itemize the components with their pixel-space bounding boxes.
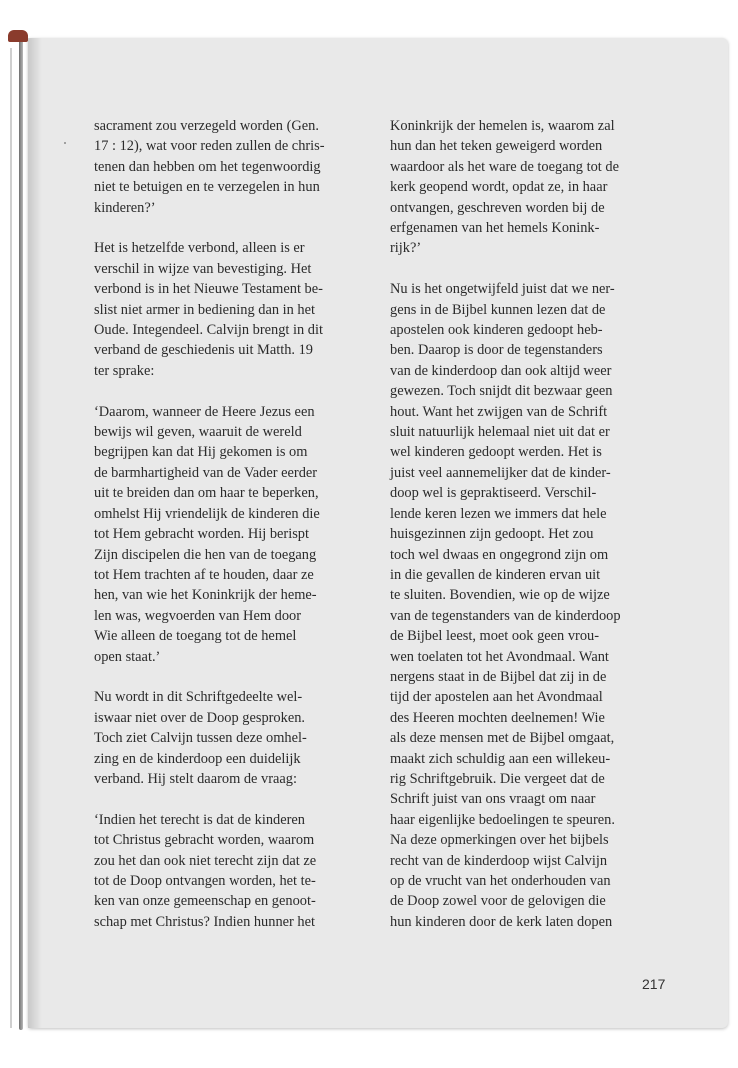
- text-line: van de kinderdoop dan ook altijd weer: [390, 362, 612, 379]
- text-line: tijd der apostelen aan het Avondmaal: [390, 689, 603, 706]
- text-line: hun dan het teken geweigerd worden: [390, 138, 603, 155]
- text-line: haar eigenlijke bedoelingen te speuren.: [390, 811, 615, 828]
- text-line: apostelen ook kinderen gedoopt heb-: [390, 322, 603, 339]
- text-line: ben. Daarop is door de tegenstanders: [390, 342, 603, 359]
- text-line: verband. Hij stelt daarom de vraag:: [94, 770, 297, 787]
- left-text-column: [94, 116, 360, 953]
- text-line: ‘Daarom, wanneer de Heere Jezus een: [94, 403, 315, 420]
- paragraph: [390, 279, 656, 932]
- text-line: toch wel dwaas en ongegrond zijn om: [390, 546, 609, 563]
- text-line: op de vrucht van het onderhouden van: [390, 873, 611, 890]
- right-text-column: [390, 116, 656, 953]
- text-line: in die gevallen de kinderen ervan uit: [390, 566, 601, 583]
- text-line: schap met Christus? Indien hunner het: [94, 913, 316, 930]
- text-line: hen, van wie het Koninkrijk der heme-: [94, 587, 317, 604]
- text-line: lende keren lezen we immers dat hele: [390, 505, 607, 522]
- text-line: wel kinderen gedoopt werden. Het is: [390, 444, 602, 461]
- text-line: verband de geschiedenis uit Matth. 19: [94, 342, 314, 359]
- page-number: 217: [642, 976, 666, 992]
- bookmark-ribbon: [8, 30, 28, 42]
- text-line: Zijn discipelen die hen van de toegang: [94, 546, 317, 563]
- text-line: de barmhartigheid van de Vader eerder: [94, 464, 318, 481]
- book-binding: [19, 30, 23, 1030]
- text-line: Wie alleen de toegang tot de hemel: [94, 628, 297, 645]
- text-line: te sluiten. Bovendien, wie op de wijze: [390, 587, 610, 604]
- text-line: gens in de Bijbel kunnen lezen dat de: [390, 301, 606, 318]
- text-line: niet te betuigen en te verzegelen in hun: [94, 179, 320, 196]
- quote-paragraph: [94, 402, 360, 667]
- text-line: van de tegenstanders van de kinderdoop: [390, 607, 621, 624]
- text-line: kerk geopend wordt, opdat ze, in haar: [390, 179, 608, 196]
- text-line: ‘Indien het terecht is dat de kinderen: [94, 811, 305, 828]
- text-line: tot de Doop ontvangen worden, het te-: [94, 872, 316, 889]
- text-line: hout. Want het zwijgen van de Schrift: [390, 403, 608, 420]
- text-line: waardoor als het ware de toegang tot de: [390, 158, 619, 175]
- text-line: rig Schriftgebruik. Die vergeet dat de: [390, 770, 605, 787]
- binding-edge: [10, 48, 12, 1028]
- text-line: de Doop zowel voor de gelovigen die: [390, 893, 606, 910]
- text-line: zou het dan ook niet terecht zijn dat ze: [94, 852, 317, 869]
- margin-speck: [64, 142, 66, 144]
- text-line: juist veel aannemelijker dat de kinder-: [390, 464, 611, 481]
- text-line: hun kinderen door de kerk laten dopen: [390, 913, 613, 930]
- text-line: open staat.’: [94, 648, 161, 665]
- quote-paragraph: [390, 116, 656, 259]
- text-line: huisgezinnen zijn gedoopt. Het zou: [390, 526, 594, 543]
- paragraph: [94, 116, 360, 218]
- paragraph: [94, 687, 360, 789]
- text-line: zing en de kinderdoop een duidelijk: [94, 750, 301, 767]
- text-line: Toch ziet Calvijn tussen deze omhel-: [94, 730, 307, 747]
- text-line: slist niet armer in bediening dan in het: [94, 301, 316, 318]
- text-line: wen toelaten tot het Avondmaal. Want: [390, 648, 609, 665]
- text-line: omhelst Hij vriendelijk de kinderen die: [94, 505, 320, 522]
- quote-paragraph: [94, 810, 360, 932]
- text-line: Koninkrijk der hemelen is, waarom zal: [390, 118, 615, 134]
- text-line: iswaar niet over de Doop gesproken.: [94, 709, 305, 726]
- text-line: ter sprake:: [94, 362, 155, 379]
- text-line: kinderen?’: [94, 199, 156, 216]
- text-line: doop wel is gepraktiseerd. Verschil-: [390, 485, 597, 502]
- text-line: Nu wordt in dit Schriftgedeelte wel-: [94, 689, 303, 706]
- text-line: verbond is in het Nieuwe Testament be-: [94, 281, 323, 298]
- text-line: tot Hem trachten af te houden, daar ze: [94, 566, 314, 583]
- text-line: ken van onze gemeenschap en genoot-: [94, 893, 316, 910]
- text-line: recht van de kinderdoop wijst Calvijn: [390, 852, 608, 869]
- text-line: des Heeren mochten deelnemen! Wie: [390, 709, 605, 726]
- text-line: Nu is het ongetwijfeld juist dat we ner-: [390, 281, 615, 298]
- text-line: Het is hetzelfde verbond, alleen is er: [94, 240, 305, 257]
- text-line: rijk?’: [390, 240, 422, 257]
- text-line: begrijpen kan dat Hij gekomen is om: [94, 444, 308, 461]
- spine-shadow: [28, 38, 42, 1028]
- text-line: verschil in wijze van bevestiging. Het: [94, 260, 312, 277]
- text-line: ontvangen, geschreven worden bij de: [390, 199, 605, 216]
- text-line: uit te breiden dan om haar te beperken,: [94, 485, 319, 502]
- text-line: als deze mensen met de Bijbel omgaat,: [390, 730, 615, 747]
- text-line: gewezen. Toch snijdt dit bezwaar geen: [390, 383, 613, 400]
- text-line: tot Christus gebracht worden, waarom: [94, 832, 315, 849]
- text-line: de Bijbel leest, moet ook geen vrou-: [390, 628, 600, 645]
- text-line: nergens staat in de Bijbel dat zij in de: [390, 668, 607, 685]
- text-line: Na deze opmerkingen over het bijbels: [390, 832, 609, 849]
- text-line: maakt zich schuldig aan een willekeu-: [390, 750, 611, 767]
- text-line: erfgenamen van het hemels Konink-: [390, 220, 600, 237]
- text-line: tot Hem gebracht worden. Hij berispt: [94, 526, 310, 543]
- paragraph: [94, 238, 360, 381]
- text-line: Oude. Integendeel. Calvijn brengt in dit: [94, 322, 323, 339]
- text-line: sluit natuurlijk helemaal niet uit dat er: [390, 424, 610, 441]
- text-line: tenen dan hebben om het tegenwoordig: [94, 158, 321, 175]
- text-line: Schrift juist van ons vraagt om naar: [390, 791, 596, 808]
- text-line: len was, wegvoerden van Hem door: [94, 607, 301, 624]
- text-line: bewijs wil geven, waaruit de wereld: [94, 424, 302, 441]
- text-line: 17 : 12), wat voor reden zullen de chris-: [94, 138, 325, 155]
- text-line: sacrament zou verzegeld worden (Gen.: [94, 118, 319, 134]
